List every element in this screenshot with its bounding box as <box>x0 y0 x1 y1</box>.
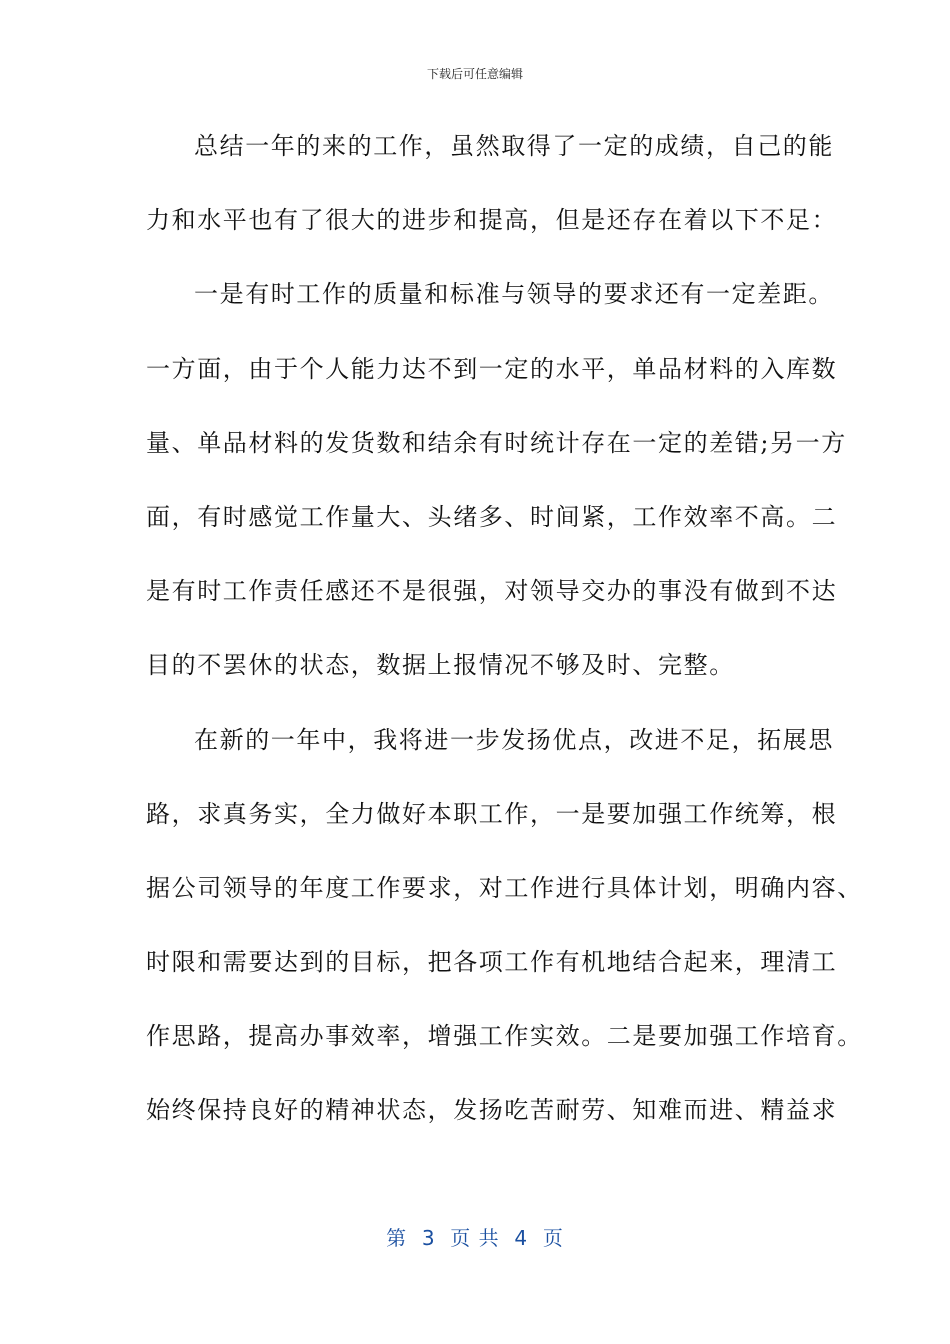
text-line: 力和水平也有了很大的进步和提高，但是还存在着以下不足： <box>146 206 838 235</box>
text-line: 在新的一年中，我将进一步发扬优点，改进不足，拓展思 <box>194 725 834 754</box>
text-line: 是有时工作责任感还不是很强，对领导交办的事没有做到不达 <box>146 577 838 606</box>
text-line: 据公司领导的年度工作要求，对工作进行具体计划，明确内容、 <box>146 873 863 902</box>
text-line: 路，求真务实，全力做好本职工作，一是要加强工作统筹，根 <box>146 799 838 828</box>
text-line: 一方面，由于个人能力达不到一定的水平，单品材料的入库数 <box>146 354 838 383</box>
page-footer: 第 3 页 共 4 页 <box>386 1226 564 1250</box>
text-line: 一是有时工作的质量和标准与领导的要求还有一定差距。 <box>194 280 834 309</box>
page-header: 下载后可任意编辑 <box>426 67 523 81</box>
text-line: 目的不罢休的状态，数据上报情况不够及时、完整。 <box>146 651 735 680</box>
text-line: 量、单品材料的发货数和结余有时统计存在一定的差错;另一方 <box>146 428 847 457</box>
text-line: 始终保持良好的精神状态，发扬吃苦耐劳、知难而进、精益求 <box>146 1096 838 1125</box>
text-line: 时限和需要达到的目标，把各项工作有机地结合起来，理清工 <box>146 948 838 977</box>
text-line: 面，有时感觉工作量大、头绪多、时间紧，工作效率不高。二 <box>146 502 838 531</box>
text-line: 总结一年的来的工作，虽然取得了一定的成绩，自己的能 <box>194 132 834 160</box>
document-body <box>146 124 863 1163</box>
text-line: 作思路，提高办事效率，增强工作实效。二是要加强工作培育。 <box>146 1022 863 1051</box>
